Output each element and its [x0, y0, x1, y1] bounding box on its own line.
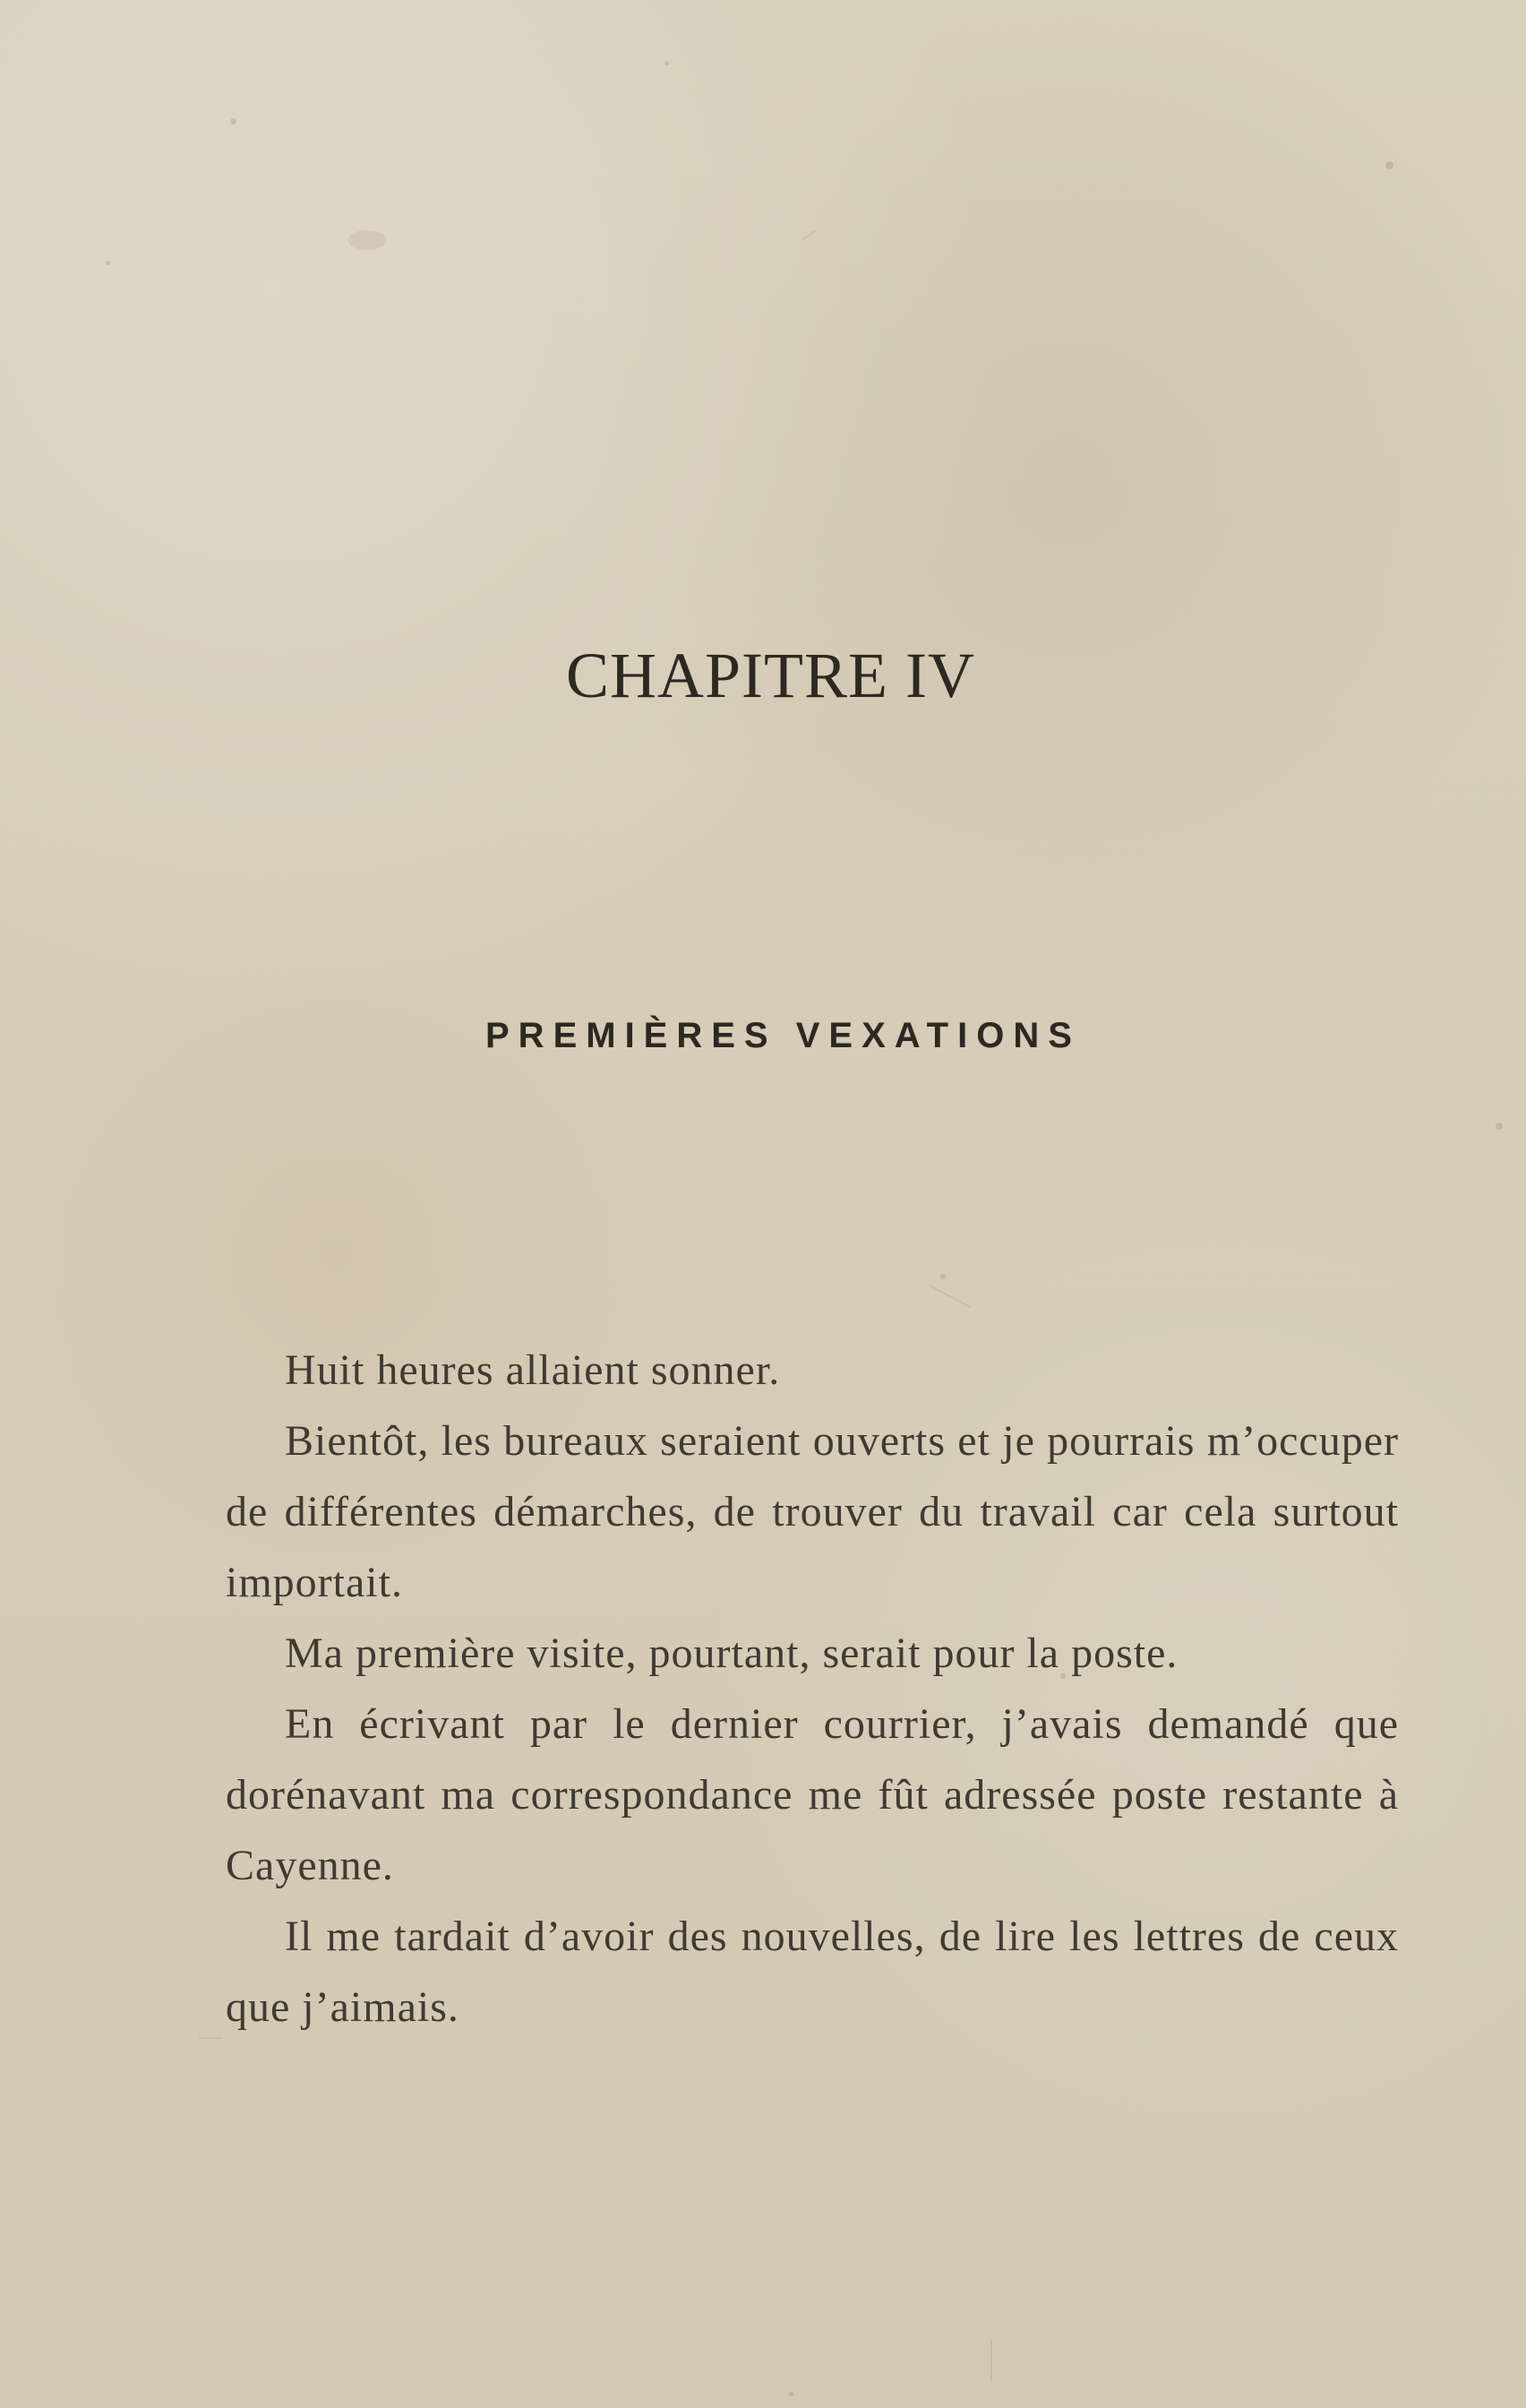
chapter-text: [226, 1335, 1399, 2042]
paper-fiber: [199, 2037, 222, 2039]
paper-fiber: [990, 2340, 992, 2381]
paragraph: Bientôt, les bureaux seraient ouverts et je pourrais m’occuper de différentes démarches, de trouver du travail car cela surtout importait.: [226, 1417, 1399, 1606]
paper-speck: [940, 1274, 946, 1279]
paper-speck: [230, 118, 236, 125]
paper-speck: [106, 261, 110, 265]
paper-speck: [1496, 1122, 1503, 1130]
chapter-title: CHAPITRE IV: [566, 640, 975, 711]
paper-speck: [664, 61, 669, 65]
paragraph: Il me tardait d’avoir des nouvelles, de lire les lettres de ceux que j’aimais.: [226, 1913, 1399, 2031]
paper-speck: [789, 2392, 793, 2396]
paper-speck: [347, 230, 387, 250]
paper-speck: [1385, 161, 1393, 169]
paper-fiber: [802, 230, 816, 241]
paragraph: En écrivant par le dernier courrier, j’avais demandé que dorénavant ma correspondance me fût adressée poste restante à Cayenne.: [226, 1700, 1399, 1889]
section-title: PREMIÈRES VEXATIONS: [485, 1016, 1081, 1055]
paper-fiber: [930, 1285, 972, 1308]
paragraph: Ma première visite, pourtant, serait pour la poste.: [285, 1630, 1179, 1677]
paragraph: Huit heures allaient sonner.: [285, 1346, 781, 1394]
